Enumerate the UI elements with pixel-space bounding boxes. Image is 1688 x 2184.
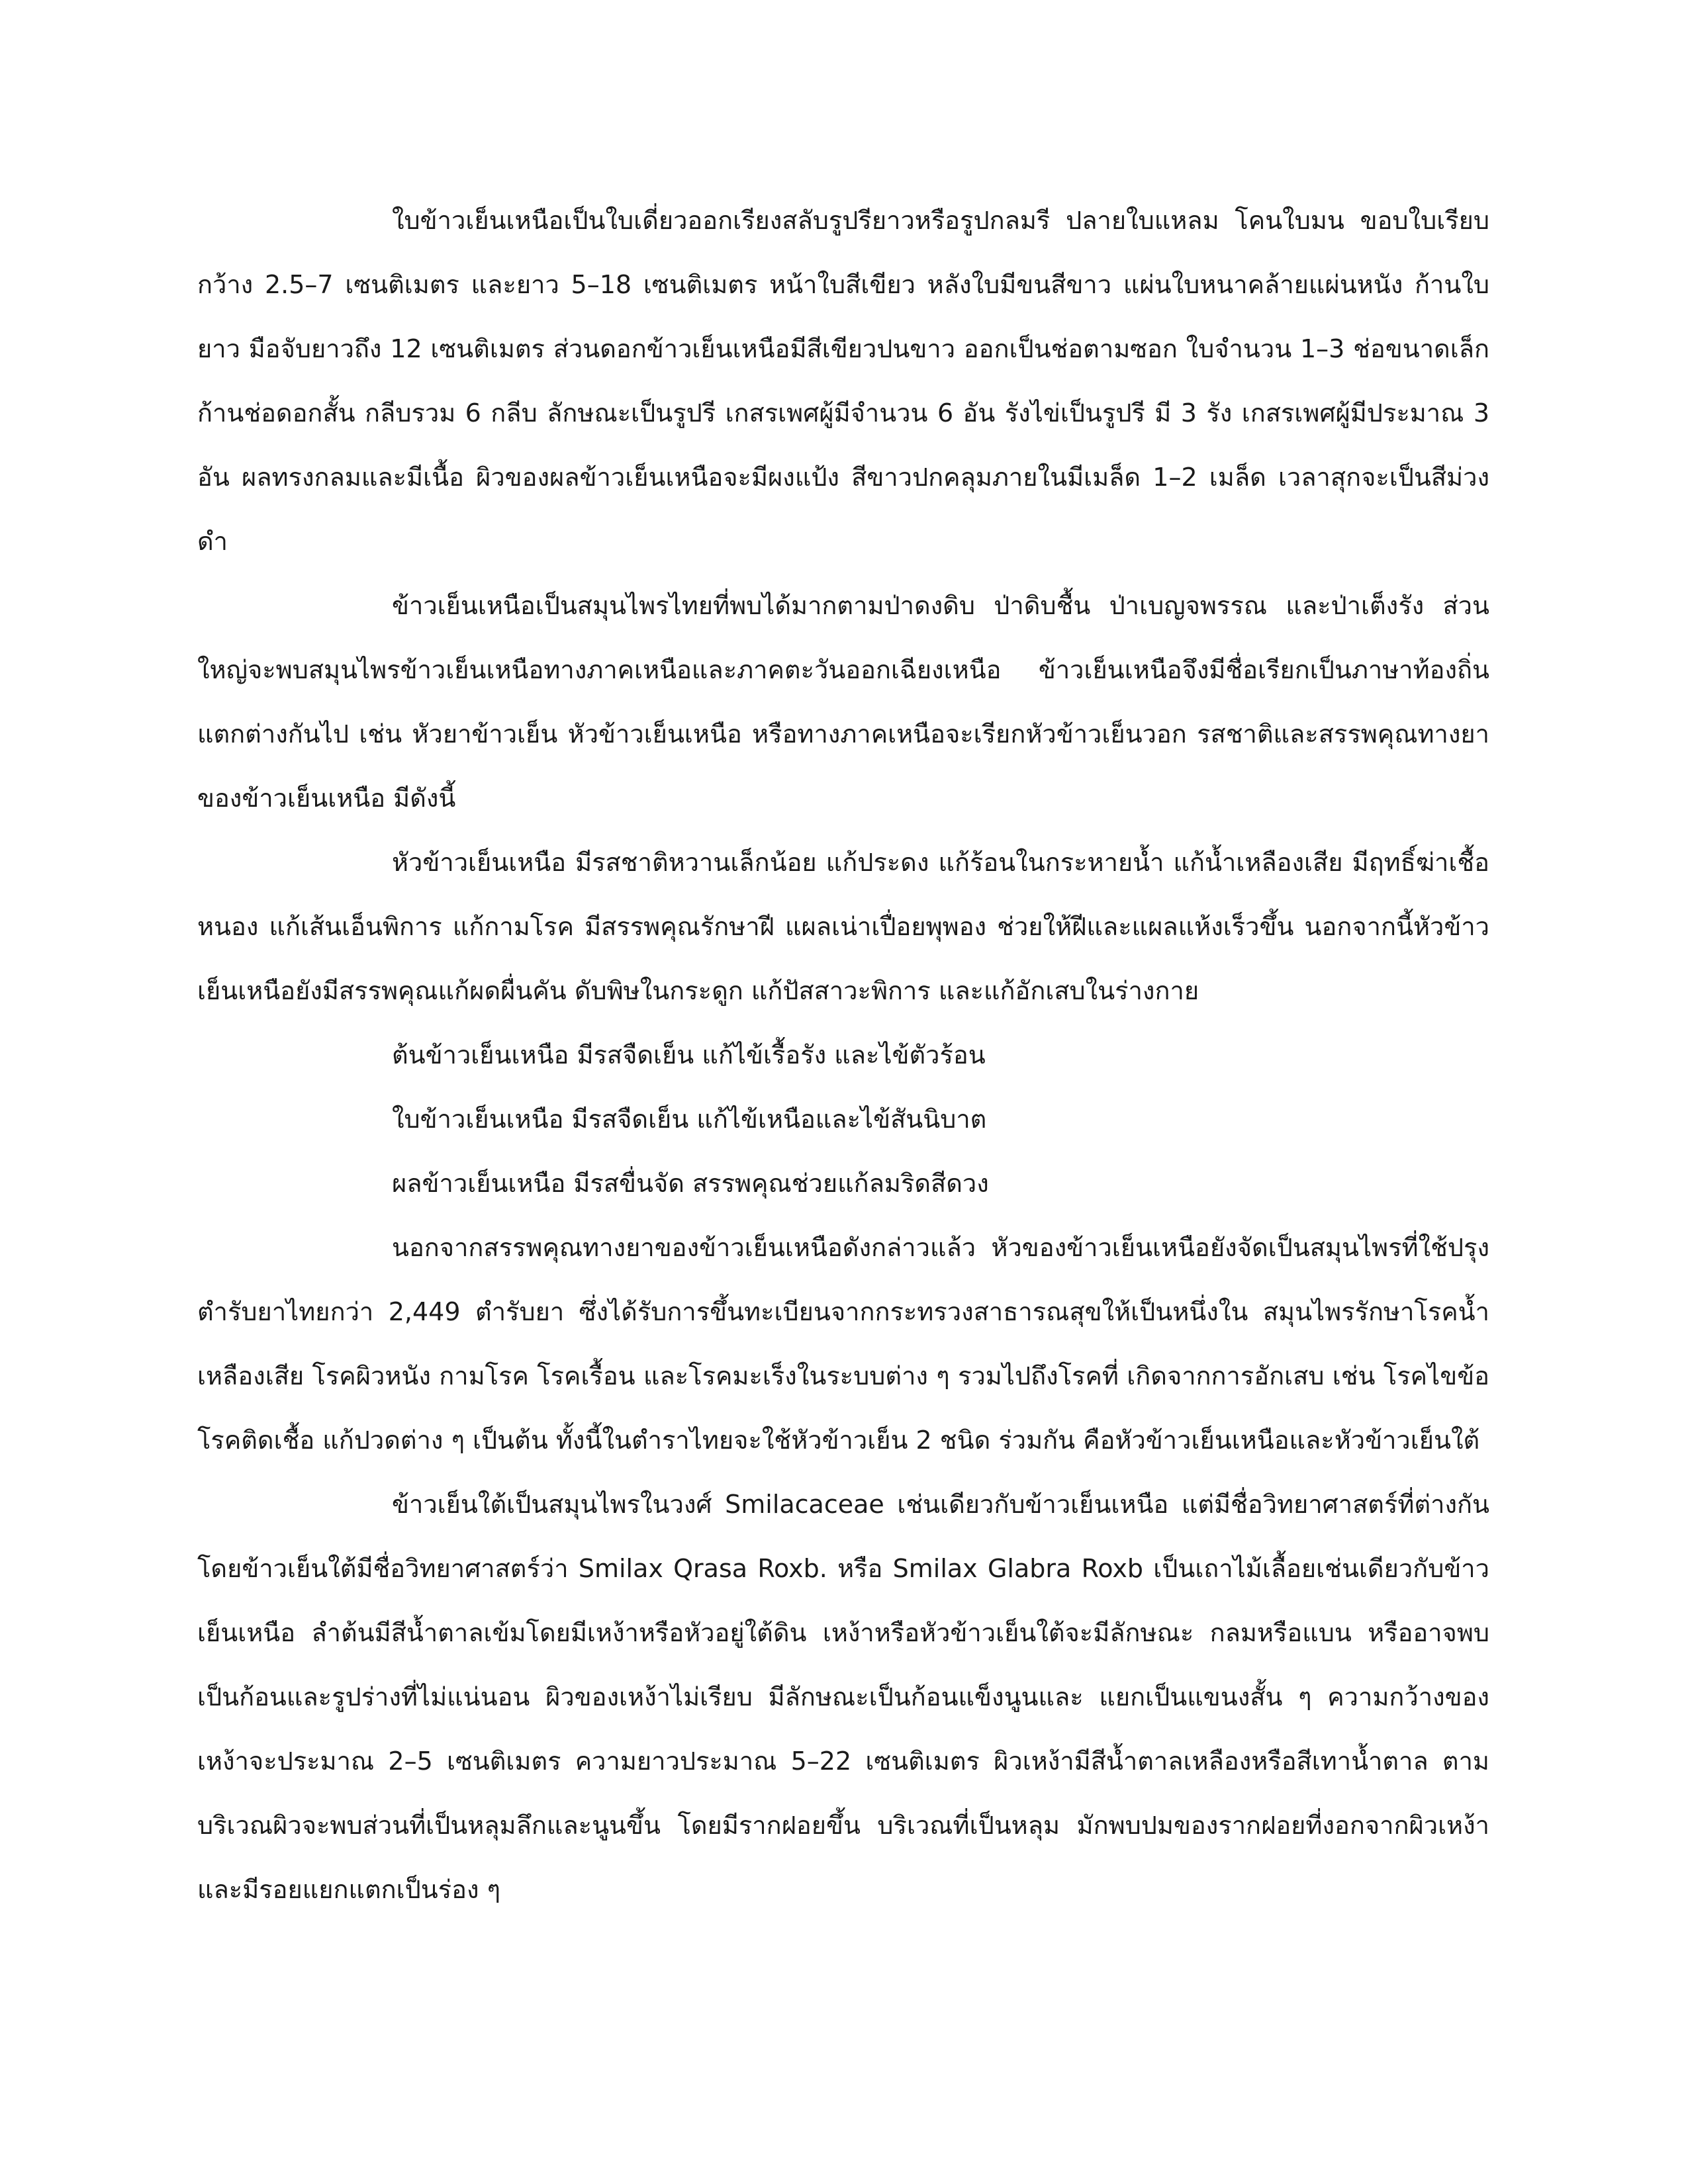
paragraph-rhizome-properties: หัวข้าวเย็นเหนือ มีรสชาติหวานเล็กน้อย แก้ประดง แก้ร้อนในกระหายน้ำ แก้น้ำเหลืองเสีย มีฤทธิ์ฆ่าเชื้อหนอง แก้เส้นเอ็นพิการ แก้กามโรค มีสรรพคุณรักษาฝี แผลเน่าเปื่อยพุพอง ช่วยให้ฝีและแผลแห้งเร็วขึ้น นอกจากนี้หัวข้าวเย็นเหนือยังมีสรรพคุณแก้ผดผื่นคัน ดับพิษในกระดูก แก้ปัสสาวะพิการ และแก้อักเสบในร่างกาย xyxy=(197,848,1489,1005)
paragraph-southern-species: ข้าวเย็นใต้เป็นสมุนไพรในวงศ์ Smilacaceae เช่นเดียวกับข้าวเย็นเหนือ แต่มีชื่อวิทยาศาสตร์ที่ต่างกัน โดยข้าวเย็นใต้มีชื่อวิทยาศาสตร์ว่า Smilax Qrasa Roxb. หรือ Smilax Glabra Roxb เป็นเถาไม้เลื้อยเช่นเดียวกับข้าวเย็นเหนือ ลำต้นมีสีน้ำตาลเข้มโดยมีเหง้าหรือหัวอยู่ใต้ดิน เหง้าหรือหัวข้าวเย็นใต้จะมีลักษณะ กลมหรือแบน หรืออาจพบเป็นก้อนและรูปร่างที่ไม่แน่นอน ผิวของเหง้าไม่เรียบ มีลักษณะเป็นก้อนแข็งนูนและ แยกเป็นแขนงสั้น ๆ ความกว้างของเหง้าจะประมาณ 2–5 เซนติเมตร ความยาวประมาณ 5–22 เซนติเมตร ผิวเหง้ามีสีน้ำตาลเหลืองหรือสีเทาน้ำตาล ตามบริเวณผิวจะพบส่วนที่เป็นหลุมลึกและนูนขึ้น โดยมีรากฝอยขึ้น บริเวณที่เป็นหลุม มักพบปมของรากฝอยที่งอกจากผิวเหง้า และมีรอยแยกแตกเป็นร่อง ๆ xyxy=(197,1490,1489,1904)
list-item-stem: ต้นข้าวเย็นเหนือ มีรสจืดเย็น แก้ไข้เรื้อรัง และไข้ตัวร้อน xyxy=(392,1040,986,1069)
list-item-leaf: ใบข้าวเย็นเหนือ มีรสจืดเย็น แก้ไข้เหนือและไข้สันนิบาต xyxy=(392,1105,987,1134)
paragraph-leaf-description: ใบข้าวเย็นเหนือเป็นใบเดี่ยวออกเรียงสลับรูปรียาวหรือรูปกลมรี ปลายใบแหลม โคนใบมน ขอบใบเรียบ กว้าง 2.5–7 เซนติเมตร และยาว 5–18 เซนติเมตร หน้าใบสีเขียว หลังใบมีขนสีขาว แผ่นใบหนาคล้ายแผ่นหนัง ก้านใบยาว มือจับยาวถึง 12 เซนติเมตร ส่วนดอกข้าวเย็นเหนือมีสีเขียวปนขาว ออกเป็นช่อตามซอก ใบจำนวน 1–3 ช่อขนาดเล็ก ก้านช่อดอกสั้น กลีบรวม 6 กลีบ ลักษณะเป็นรูปรี เกสรเพศผู้มีจำนวน 6 อัน รังไข่เป็นรูปรี มี 3 รัง เกสรเพศผู้มีประมาณ 3 อัน ผลทรงกลมและมีเนื้อ ผิวของผลข้าวเย็นเหนือจะมีผงแป้ง สีขาวปกคลุมภายในมีเมล็ด 1–2 เมล็ด เวลาสุกจะเป็นสีม่วงดำ xyxy=(197,206,1489,556)
paragraph-habitat: ข้าวเย็นเหนือเป็นสมุนไพรไทยที่พบได้มากตามป่าดงดิบ ป่าดิบชื้น ป่าเบญจพรรณ และป่าเต็งรัง ส่วนใหญ่จะพบสมุนไพรข้าวเย็นเหนือทางภาคเหนือและภาคตะวันออกเฉียงเหนือ ข้าวเย็นเหนือจึงมีชื่อเรียกเป็นภาษาท้องถิ่นแตกต่างกันไป เช่น หัวยาข้าวเย็น หัวข้าวเย็นเหนือ หรือทางภาคเหนือจะเรียกหัวข้าวเย็นวอก รสชาติและสรรพคุณทางยาของข้าวเย็นเหนือ มีดังนี้ xyxy=(197,591,1489,813)
list-item-fruit: ผลข้าวเย็นเหนือ มีรสขื่นจัด สรรพคุณช่วยแก้ลมริดสีดวง xyxy=(392,1169,989,1198)
paragraph-thai-formulas: นอกจากสรรพคุณทางยาของข้าวเย็นเหนือดังกล่าวแล้ว หัวของข้าวเย็นเหนือยังจัดเป็นสมุนไพรที่ใช้ปรุงตำรับยาไทยกว่า 2,449 ตำรับยา ซึ่งได้รับการขึ้นทะเบียนจากกระทรวงสาธารณสุขให้เป็นหนึ่งใน สมุนไพรรักษาโรคน้ำเหลืองเสีย โรคผิวหนัง กามโรค โรคเรื้อน และโรคมะเร็งในระบบต่าง ๆ รวมไปถึงโรคที่ เกิดจากการอักเสบ เช่น โรคไขข้อ โรคติดเชื้อ แก้ปวดต่าง ๆ เป็นต้น ทั้งนี้ในตำราไทยจะใช้หัวข้าวเย็น 2 ชนิด ร่วมกัน คือหัวข้าวเย็นเหนือและหัวข้าวเย็นใต้ xyxy=(197,1233,1489,1455)
document-body xyxy=(197,189,1489,1922)
